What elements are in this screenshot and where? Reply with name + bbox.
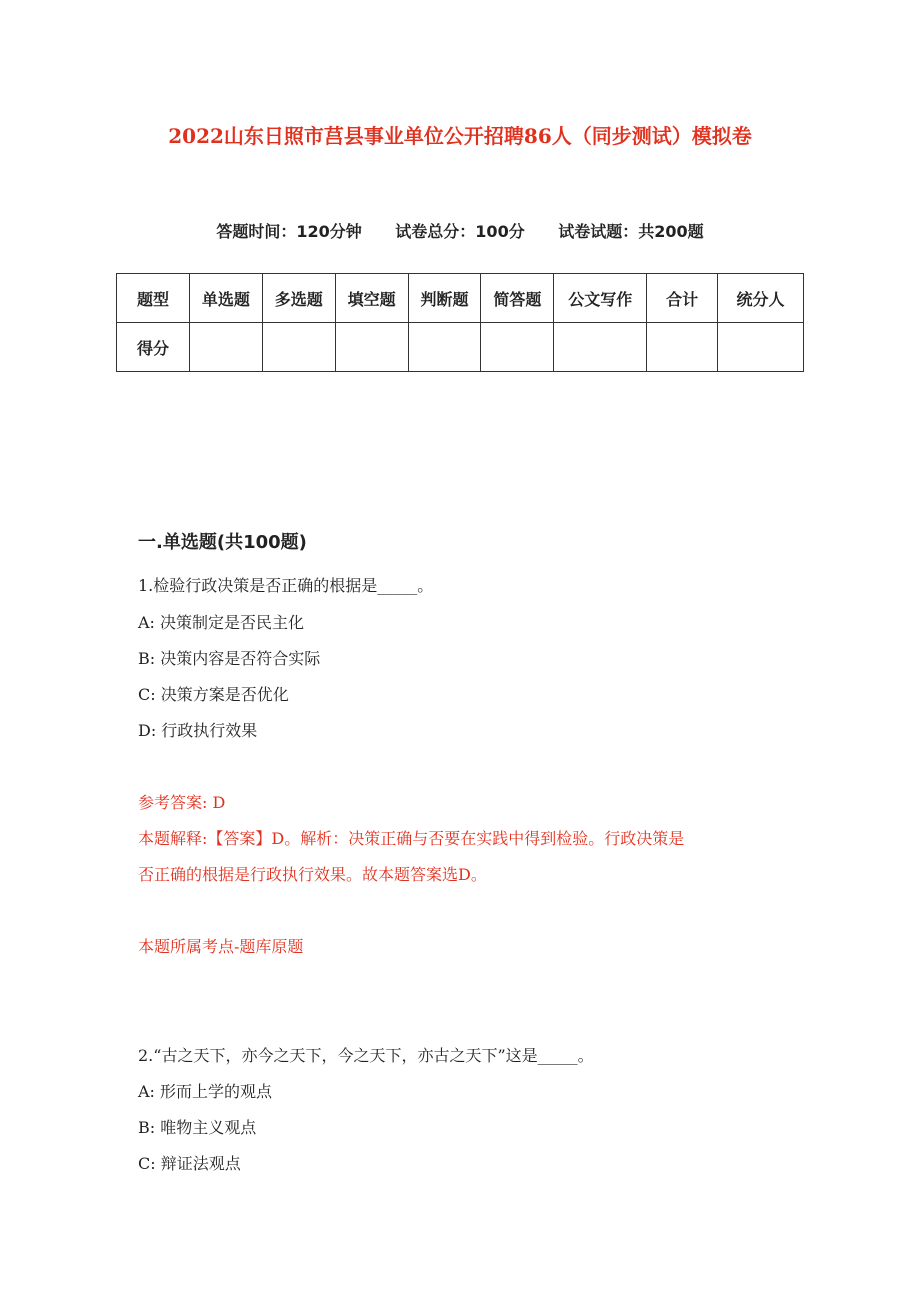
score-header-cell: 多选题 [262, 274, 335, 323]
score-header-cell: 单选题 [189, 274, 262, 323]
question-stem: 2.“古之天下，亦今之天下，今之天下，亦古之天下”这是_____。 [138, 1046, 594, 1065]
exam-time: 答题时间：120分钟 [216, 222, 362, 241]
score-cell [262, 323, 335, 372]
question-option: D: 行政执行效果 [138, 721, 258, 740]
exam-question-count: 试卷试题：共200题 [558, 222, 704, 241]
score-header-cell: 填空题 [335, 274, 408, 323]
score-cell [408, 323, 481, 372]
score-header-cell: 公文写作 [554, 274, 647, 323]
exam-title: 2022山东日照市莒县事业单位公开招聘86人（同步测试）模拟卷 [168, 124, 752, 148]
score-header-cell: 合计 [647, 274, 718, 323]
question-option: B: 决策内容是否符合实际 [138, 649, 321, 668]
explanation-line: 否正确的根据是行政执行效果。故本题答案选D。 [138, 865, 487, 884]
score-header-cell: 题型 [117, 274, 190, 323]
section-title: 一.单选题(共100题) [138, 532, 307, 553]
explanation-line: 本题解释:【答案】D。解析：决策正确与否要在实践中得到检验。行政决策是 [138, 829, 685, 848]
question-stem: 1.检验行政决策是否正确的根据是_____。 [138, 576, 434, 595]
answer-text: 参考答案: D [138, 793, 226, 812]
score-cell [335, 323, 408, 372]
score-header-cell: 简答题 [481, 274, 554, 323]
score-cell [718, 323, 804, 372]
exam-total-score: 试卷总分：100分 [395, 222, 525, 241]
score-table [116, 273, 804, 372]
score-row-label: 得分 [117, 323, 190, 372]
score-table-header-row [117, 274, 804, 323]
question-option: C: 辩证法观点 [138, 1154, 241, 1173]
question-option: C: 决策方案是否优化 [138, 685, 289, 704]
question-option: A: 形而上学的观点 [138, 1082, 273, 1101]
score-table-score-row [117, 323, 804, 372]
question-option: A: 决策制定是否民主化 [138, 613, 305, 632]
question-option: B: 唯物主义观点 [138, 1118, 257, 1137]
exam-meta [0, 219, 920, 242]
score-cell [647, 323, 718, 372]
knowledge-point: 本题所属考点-题库原题 [138, 937, 304, 956]
score-header-cell: 统分人 [718, 274, 804, 323]
score-cell [554, 323, 647, 372]
score-header-cell: 判断题 [408, 274, 481, 323]
score-cell [189, 323, 262, 372]
score-cell [481, 323, 554, 372]
